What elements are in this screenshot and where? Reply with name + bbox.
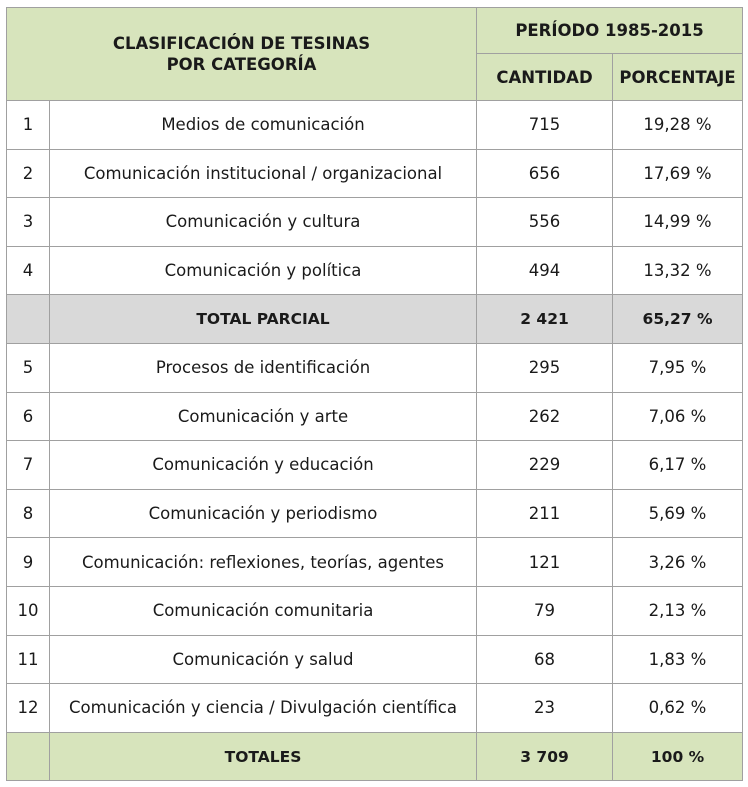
row-quantity: 262 — [477, 392, 613, 441]
row-category: Comunicación y política — [50, 246, 477, 295]
row-quantity: 715 — [477, 101, 613, 150]
table-row — [7, 684, 743, 733]
table-row — [7, 101, 743, 150]
partial-total-percent: 65,27 % — [613, 295, 743, 344]
row-percent: 3,26 % — [613, 538, 743, 587]
table-row — [7, 198, 743, 247]
table-row — [7, 246, 743, 295]
row-category: Comunicación y salud — [50, 635, 477, 684]
row-number: 12 — [7, 684, 50, 733]
row-category: Comunicación y cultura — [50, 198, 477, 247]
row-quantity: 79 — [477, 586, 613, 635]
table-title-line2: POR CATEGORÍA — [166, 55, 317, 74]
row-percent: 7,95 % — [613, 343, 743, 392]
row-number: 6 — [7, 392, 50, 441]
totals-quantity: 3 709 — [477, 732, 613, 781]
partial-total-quantity: 2 421 — [477, 295, 613, 344]
row-category: Comunicación y periodismo — [50, 489, 477, 538]
table-row — [7, 489, 743, 538]
partial-total-label: TOTAL PARCIAL — [50, 295, 477, 344]
percent-column-header: PORCENTAJE — [613, 54, 743, 101]
row-number: 2 — [7, 149, 50, 198]
table-row — [7, 635, 743, 684]
row-quantity: 656 — [477, 149, 613, 198]
row-quantity: 211 — [477, 489, 613, 538]
row-percent: 5,69 % — [613, 489, 743, 538]
row-category: Comunicación: reflexiones, teorías, agentes — [50, 538, 477, 587]
row-number: 3 — [7, 198, 50, 247]
row-category: Comunicación institucional / organizacional — [50, 149, 477, 198]
partial-total-empty-cell — [7, 295, 50, 344]
table-row — [7, 538, 743, 587]
row-percent: 14,99 % — [613, 198, 743, 247]
quantity-column-header: CANTIDAD — [477, 54, 613, 101]
row-quantity: 295 — [477, 343, 613, 392]
row-percent: 0,62 % — [613, 684, 743, 733]
table-title — [7, 8, 477, 101]
row-percent: 1,83 % — [613, 635, 743, 684]
row-category: Comunicación y educación — [50, 441, 477, 490]
row-quantity: 556 — [477, 198, 613, 247]
row-percent: 19,28 % — [613, 101, 743, 150]
row-number: 4 — [7, 246, 50, 295]
row-percent: 2,13 % — [613, 586, 743, 635]
row-number: 8 — [7, 489, 50, 538]
row-category: Comunicación y arte — [50, 392, 477, 441]
totals-row — [7, 732, 743, 781]
row-category: Medios de comunicación — [50, 101, 477, 150]
row-number: 1 — [7, 101, 50, 150]
row-category: Comunicación y ciencia / Divulgación científica — [50, 684, 477, 733]
totals-percent: 100 % — [613, 732, 743, 781]
row-percent: 13,32 % — [613, 246, 743, 295]
row-number: 5 — [7, 343, 50, 392]
period-header: PERÍODO 1985-2015 — [477, 8, 743, 54]
table-row — [7, 586, 743, 635]
row-number: 10 — [7, 586, 50, 635]
row-category: Comunicación comunitaria — [50, 586, 477, 635]
row-category: Procesos de identificación — [50, 343, 477, 392]
table-row — [7, 343, 743, 392]
row-number: 7 — [7, 441, 50, 490]
table-row — [7, 441, 743, 490]
row-quantity: 23 — [477, 684, 613, 733]
table-row — [7, 149, 743, 198]
row-number: 9 — [7, 538, 50, 587]
table-row — [7, 392, 743, 441]
row-quantity: 68 — [477, 635, 613, 684]
row-quantity: 229 — [477, 441, 613, 490]
row-quantity: 121 — [477, 538, 613, 587]
row-number: 11 — [7, 635, 50, 684]
table-title-line1: CLASIFICACIÓN DE TESINAS — [112, 34, 371, 53]
totals-empty-cell — [7, 732, 50, 781]
totals-label: TOTALES — [50, 732, 477, 781]
thesis-classification-table — [6, 7, 743, 781]
row-percent: 7,06 % — [613, 392, 743, 441]
partial-total-row — [7, 295, 743, 344]
row-quantity: 494 — [477, 246, 613, 295]
row-percent: 6,17 % — [613, 441, 743, 490]
row-percent: 17,69 % — [613, 149, 743, 198]
